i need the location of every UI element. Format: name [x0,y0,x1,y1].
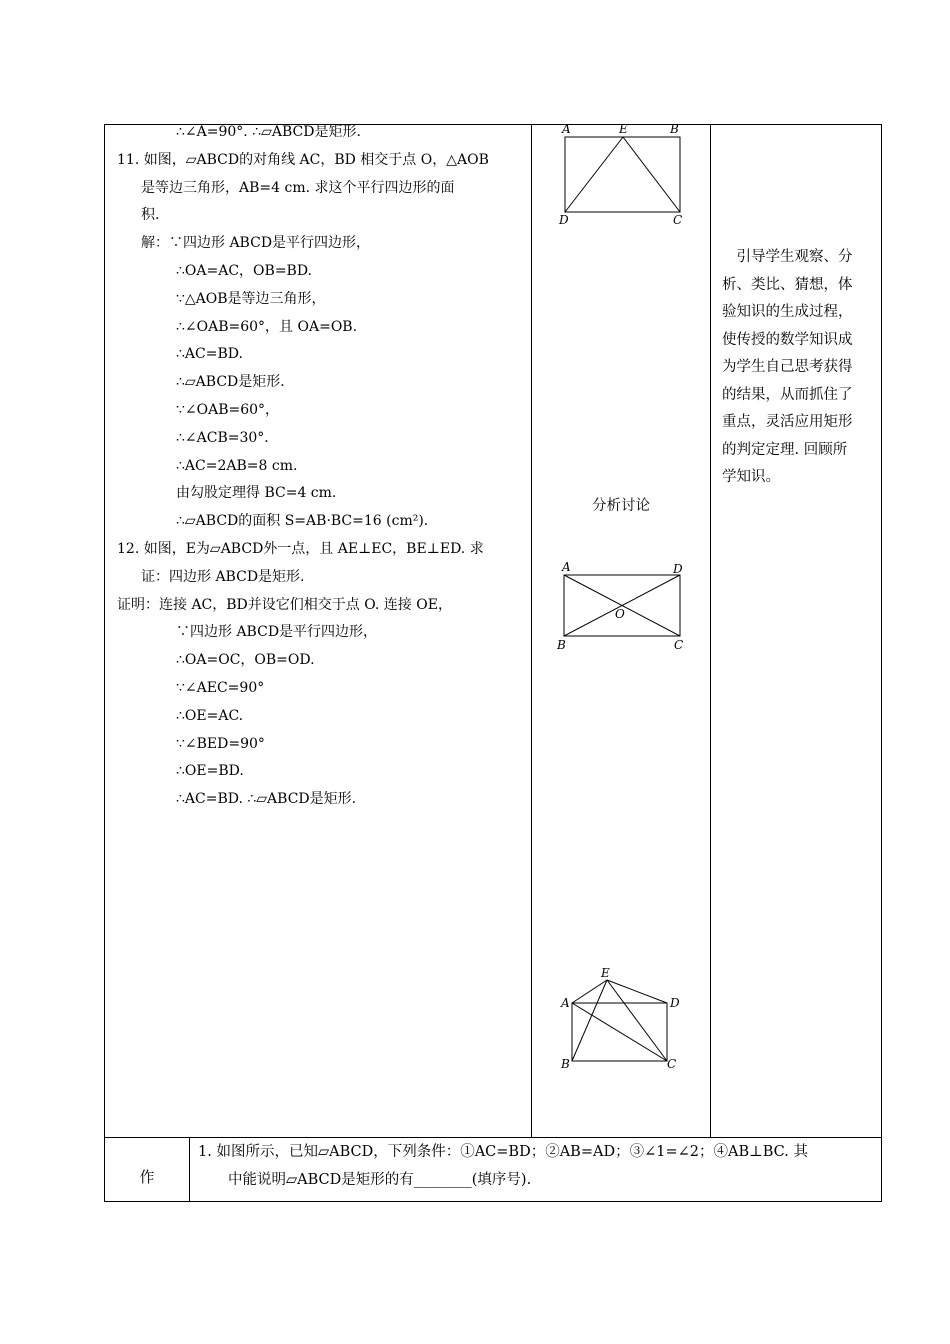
fig2-label-c: C [674,638,684,652]
solution-line: 证明：连接 AC，BD并设它们相交于点 O. 连接 OE， [117,596,452,613]
fig3-label-c: C [667,1057,677,1071]
teaching-note-line: 的判定定理. 回顾所 [722,441,848,458]
teaching-note-line: 学知识。 [722,469,780,485]
homework-label: 作 [139,1168,155,1186]
fig3-label-e: E [601,966,610,980]
solution-line: ∵△AOB是等边三角形， [176,290,326,307]
teaching-note-line: 析、类比、猜想，体 [722,276,853,293]
solution-line: ∴AC=BD. ∴▱ABCD是矩形. [176,791,357,808]
solution-line: 积. [141,207,160,224]
figure-rectangle-with-point-e [552,120,692,230]
teaching-note-line: 使传授的数学知识成 [722,331,853,348]
teaching-note-line: 重点，灵活应用矩形 [722,414,853,430]
fig3-label-a: A [561,996,570,1010]
solution-line: 12. 如图，E为▱ABCD外一点，且 AE⊥EC，BE⊥ED. 求 [117,541,484,557]
table-right-border [881,124,882,1202]
fig2-label-a: A [562,560,571,574]
solution-line: ∴∠ACB=30°. [176,429,269,446]
solution-line: 解：∵四边形 ABCD是平行四边形， [141,235,371,252]
fig2-label-b: B [557,638,566,652]
solution-line: ∵四边形 ABCD是平行四边形， [176,624,378,641]
fig2-label-o: O [615,607,625,621]
teaching-note-line: 引导学生观察、分 [722,249,853,265]
column-divider-1 [531,124,532,1137]
solution-line: 是等边三角形，AB=4 cm. 求这个平行四边形的面 [141,179,455,196]
homework-question [198,1138,874,1194]
work-column-divider [189,1137,190,1202]
column-divider-2 [710,124,711,1137]
solution-line: ∴OA=AC，OB=BD. [176,263,313,279]
solution-line: ∴OA=OC，OB=OD. [176,652,315,669]
solution-line: ∵∠AEC=90° [176,680,265,696]
teaching-note-line: 的结果，从而抓住了 [722,386,853,403]
fig1-label-c: C [673,213,683,227]
figure-rectangle-with-exterior-point [555,962,695,1077]
solution-line: ∴OE=AC. [176,707,244,724]
fig1-label-e: E [619,122,628,136]
teaching-note-line: 验知识的生成过程， [722,304,853,320]
teaching-note-line: 为学生自己思考获得 [722,359,853,375]
solution-line: ∴▱ABCD是矩形. [176,374,285,391]
analysis-discussion-label: 分析讨论 [592,498,650,514]
fig1-label-a: A [562,122,571,136]
solution-line: ∴AC=2AB=8 cm. [176,457,298,474]
fig3-label-d: D [670,996,680,1010]
solution-line: ∵∠BED=90° [176,735,265,752]
solution-line: 证：四边形 ABCD是矩形. [141,568,305,585]
solution-line: ∴▱ABCD的面积 S=AB·BC=16 (cm²). [176,513,429,530]
solution-line: ∴∠A=90°. ∴▱ABCD是矩形. [176,124,361,140]
table-bottom-border [104,1201,882,1202]
fig1-label-d: D [559,213,569,227]
solution-line: 由勾股定理得 BC=4 cm. [176,485,337,502]
fig2-label-d: D [673,562,683,576]
teaching-notes [722,244,880,492]
solution-line: ∴AC=BD. [176,346,243,363]
solution-line: ∵∠OAB=60°， [176,402,280,418]
figure-rectangle-with-diagonals [552,560,692,655]
fig1-label-b: B [670,122,679,136]
homework-question-line-2: 中能说明▱ABCD是矩形的有________(填序号). [228,1172,532,1188]
table-left-border [104,124,105,1202]
fig3-label-b: B [561,1057,570,1071]
solution-line: ∴OE=BD. [176,763,244,780]
solution-line: ∴∠OAB=60°，且 OA=OB. [176,318,358,335]
homework-question-line-1: 1. 如图所示，已知▱ABCD，下列条件：①AC=BD；②AB=AD；③∠1=∠2；④AB⊥BC. 其 [198,1144,808,1160]
solution-line: 11. 如图，▱ABCD的对角线 AC，BD 相交于点 O，△AOB [117,151,489,168]
